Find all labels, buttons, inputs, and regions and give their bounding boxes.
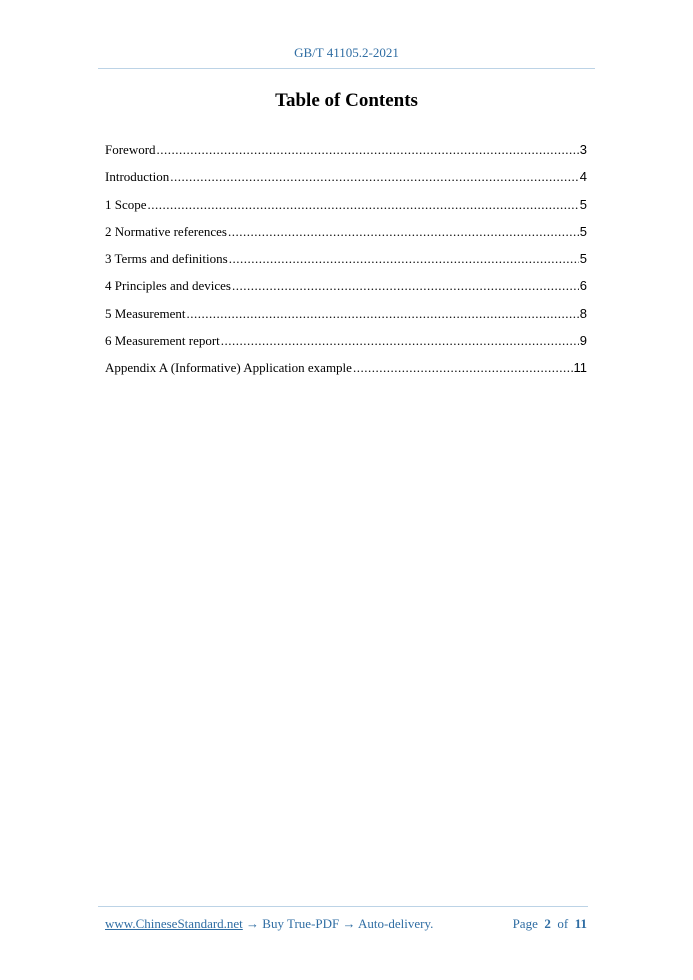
footer-divider	[98, 906, 588, 907]
dot-leader	[353, 360, 573, 376]
dot-leader	[170, 169, 579, 185]
toc-entry-page: 5	[579, 223, 587, 239]
toc-entry-label: 4 Principles and devices	[105, 278, 231, 294]
page-footer	[105, 916, 587, 932]
toc-entry-page: 8	[579, 305, 587, 321]
toc-entry-page: 5	[579, 196, 587, 212]
footer-promo	[105, 916, 433, 932]
toc-entry-principles-devices[interactable]	[105, 278, 587, 305]
toc-entry-scope[interactable]	[105, 197, 587, 224]
toc-entry-normative-references[interactable]	[105, 224, 587, 251]
dot-leader	[232, 278, 579, 294]
page-header-code: GB/T 41105.2-2021	[294, 45, 399, 60]
toc-title: Table of Contents	[275, 90, 418, 111]
toc-entry-page: 6	[579, 278, 587, 294]
toc-entry-page: 3	[579, 142, 587, 157]
dot-leader	[148, 197, 579, 213]
page-word: Page	[512, 916, 538, 931]
toc-entry-page: 11	[573, 360, 587, 376]
toc-entry-label: 3 Terms and definitions	[105, 251, 228, 267]
toc-entry-page: 9	[579, 333, 587, 349]
toc-entry-label: 2 Normative references	[105, 223, 227, 239]
toc-entry-measurement[interactable]	[105, 306, 587, 333]
page-current: 2	[544, 916, 551, 931]
toc-entry-page: 5	[579, 251, 587, 267]
toc-entry-label: Introduction	[105, 169, 170, 185]
toc-list	[105, 142, 587, 388]
toc-entry-label: 6 Measurement report	[105, 333, 220, 349]
page-number	[513, 916, 587, 932]
toc-entry-foreword[interactable]	[105, 142, 587, 169]
site-link[interactable]: www.ChineseStandard.net	[105, 916, 243, 931]
toc-entry-introduction[interactable]	[105, 169, 587, 196]
toc-entry-label: 1 Scope	[105, 196, 147, 212]
dot-leader	[228, 224, 579, 240]
of-word: of	[557, 916, 569, 931]
page-total: 11	[574, 916, 587, 931]
header-divider	[98, 68, 595, 69]
toc-entry-label: Appendix A (Informative) Application example	[105, 360, 352, 376]
footer-tagline: → Buy True-PDF → Auto-delivery.	[242, 916, 434, 931]
toc-entry-terms-definitions[interactable]	[105, 251, 587, 278]
toc-entry-measurement-report[interactable]	[105, 333, 587, 360]
toc-entry-label: Foreword	[105, 142, 156, 157]
dot-leader	[187, 306, 579, 322]
dot-leader	[221, 333, 579, 349]
dot-leader	[157, 142, 579, 158]
toc-entry-page: 4	[579, 169, 587, 185]
dot-leader	[229, 251, 579, 267]
toc-entry-label: 5 Measurement	[105, 305, 186, 321]
toc-entry-appendix-a[interactable]	[105, 360, 587, 387]
